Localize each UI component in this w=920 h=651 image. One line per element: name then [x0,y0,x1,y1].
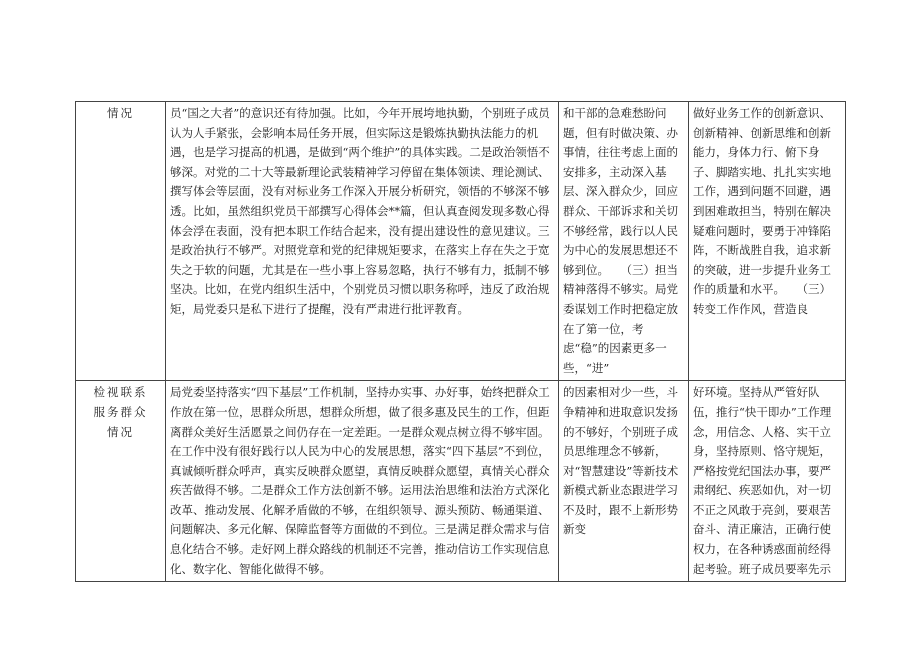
row-label-line: 检视联系 [93,385,148,400]
row-label-line: 情况 [107,424,134,439]
table-cell: 做好业务工作的创新意识、创新精神、创新思维和创新能力，身体力行、俯下身子、脚踏实地、扎扎实实地工作，遇到问题不回避，遇到困难敢担当，特别在解决疑难问题时，要勇于冲锋陷阵，不断战胜自我，追求新的突破，进一步提升业务工作的质量和水平。 （三）转变工作作风，营造良 [689,102,846,381]
table-cell: 局党委坚持落实“四下基层”工作机制，坚持办实事、办好事，始终把群众工作放在第一位，思群众所思，想群众所想，做了很多惠及民生的工作，但距离群众美好生活愿景之间仍存在一定差距。一是群众观点树立得不够牢固。在工作中没有很好践行以人民为中心的发展思想，落实“四下基层”不到位，真诚倾听群众呼声，真实反映群众愿望，真情反映群众愿望，真情关心群众疾苦做得不够。二是群众工作方法创新不够。运用法治思维和法治方式深化改革、推动发展、化解矛盾做的不够，在组织领导、源头预防、畅通渠道、问题解决、多元化解、保障监督等方面做的不到位。三是满足群众需求与信息化结合不够。走好网上群众路线的机制还不完善，推动信访工作实现信息化、数字化、智能化做得不够。 [166,381,559,582]
table-row [76,102,846,381]
table-row [76,381,846,582]
review-table [75,101,846,582]
row-label: 情况 [107,106,134,120]
row-label-cell [76,381,166,582]
table-cell: 的因素相对少一些，斗争精神和进取意识发扬的不够好，个别班子成员思维理念不够新，对“智慧建设”等新技术新模式新业态跟进学习不及时，跟不上新形势新变 [559,381,689,582]
row-label-line: 服务群众 [93,404,148,419]
table-cell: 好环境。坚持从严管好队伍，推行“快干即办”工作理念，用信念、人格、实干立身，坚持原则、恪守规矩，严格按党纪国法办事，要严肃纲纪、疾恶如仇，对一切不正之风敢于亮剑，要艰苦奋斗、清正廉洁，正确行使权力，在各种诱惑面前经得起考验。班子成员要率先示 [689,381,846,582]
row-label-cell [76,102,166,381]
table-cell: 和干部的急难愁盼问题，但有时做决策、办事情，往往考虑上面的安排多，主动深入基层、深入群众少，回应群众、干部诉求和关切不够经常，践行以人民为中心的发展思想还不够到位。 （三）担当精神落得不够实。局党委谋划工作时把稳定放在了第一位，考虑“稳”的因素更多一些，“进” [559,102,689,381]
table-cell: 员“国之大者”的意识还有待加强。比如，今年开展垮地执勤，个别班子成员认为人手紧张，会影响本局任务开展，但实际这是锻炼执勤执法能力的机遇，也是学习提高的机遇，是做到“两个维护”的具体实践。二是政治领悟不够深。对党的二十大等最新理论武装精神学习停留在集体领读、理论测试、撰写体会等层面，没有对标业务工作深入开展分析研究，领悟的不够深不够透。比如，虽然组织党员干部撰写心得体会**篇，但认真查阅发现多数心得体会浮在表面，没有把本职工作结合起来，没有提出建设性的意见建议。三是政治执行不够严。对照党章和党的纪律规矩要求，在落实上存在失之于宽失之于软的问题，尤其是在一些小事上容易忽略，执行不够有力，抵制不够坚决。比如，在党内组织生活中，个别党员习惯以职务称呼，违反了政治规矩，局党委只是私下进行了提醒，没有严肃进行批评教育。 [166,102,559,381]
